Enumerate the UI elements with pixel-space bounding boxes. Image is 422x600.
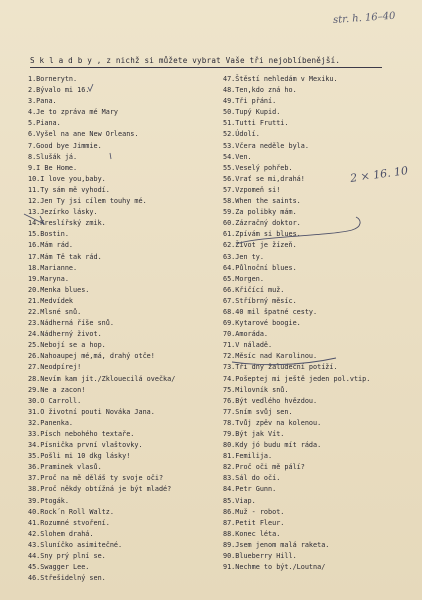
pen-circle-mark: [236, 217, 360, 244]
song-list-item: 7.Good bye Jimmie.: [28, 141, 102, 150]
song-list-item: 53.Včera neděle byla.: [223, 141, 309, 150]
song-list-item: 62.Život je žízeň.: [223, 241, 297, 250]
song-list-item: 39.Ptogák.: [28, 496, 69, 505]
pen-underline-mark: [232, 358, 336, 365]
song-list-item: 47.Štěstí nehledám v Mexiku.: [223, 75, 338, 83]
song-list-item: 10.I love you,baby.: [28, 174, 106, 183]
song-list-item: 45.Swagger Lee.: [28, 563, 90, 572]
song-list-item: 30.O Carroll.: [28, 396, 82, 405]
song-list-item: 36.Praminek vlasů.: [28, 463, 102, 472]
song-list-item: 18.Marianne.: [28, 263, 78, 272]
song-list-item: 57.Vzpomeň si!: [223, 185, 281, 194]
song-list-item: 60.Zázračný doktor.: [223, 219, 301, 228]
song-list-item: 59.Za polibky mám.: [223, 208, 297, 217]
song-list-item: 8.Slušák já.: [28, 152, 78, 161]
song-list-item: 63.Jen ty.: [223, 252, 264, 261]
song-list-item: 55.Veselý pohřeb.: [223, 163, 293, 172]
song-list-heading: S k l a d b y , z nichž si můžete vybrat Vaše tři nejoblíbenější.: [30, 56, 341, 65]
song-list-item: 2.Bývalo mi 16.: [28, 86, 90, 95]
song-list-item: 40.Rock´n Roll Waltz.: [28, 507, 114, 516]
song-list-item: 91.Nechme to být./Loutna/: [223, 563, 326, 572]
song-list-item: 35.Pošli mi 10 dkg lásky!: [28, 452, 131, 461]
song-list-item: 83.Sál do očí.: [223, 474, 281, 483]
pen-tick-mark-2: [110, 153, 111, 159]
song-list-item: 56.Vrať se mi,drahá!: [223, 174, 305, 183]
pen-tick-mark: [88, 84, 93, 91]
song-list-item: 26.Nahoaupej mé,má, drahý otče!: [28, 352, 155, 361]
song-list-item: 5.Piana.: [28, 119, 61, 128]
song-list-item: 15.Bostin.: [28, 230, 69, 239]
song-list-item: 1.Bornerytn.: [28, 75, 78, 83]
song-list-item: 12.Jen Ty jsi cílem touhy mé.: [28, 197, 147, 206]
song-list-item: 75.Milovník snů.: [223, 385, 289, 394]
song-list-item: 25.Nebojí se a hop.: [28, 341, 106, 350]
song-list-item: 20.Menka blues.: [28, 285, 90, 294]
song-list-item: 85.Viap.: [223, 496, 256, 505]
song-list-item: 28.Nevím kam jít./Zklouecilá ovečka/: [28, 374, 176, 383]
song-list-item: 42.Slohem drahá.: [28, 529, 94, 538]
pen-arrow-mark: [24, 214, 44, 224]
song-list-item: 41.Rozumné stvoření.: [28, 518, 110, 527]
song-list-item: 58.When the saints.: [223, 197, 301, 206]
song-list-item: 16.Mám rád.: [28, 241, 74, 250]
song-list-item: 50.Tupý Kupid.: [223, 108, 281, 117]
song-list-item: 64.Půlnoční blues.: [223, 263, 297, 272]
song-list-item: 71.V náladě.: [223, 341, 273, 350]
song-list-item: 69.Kytarové boogie.: [223, 319, 301, 328]
song-list-item: 72.Měsíc nad Karolinou.: [223, 352, 318, 361]
song-list-item: 33.Písch nebohého textaře.: [28, 430, 135, 438]
song-list-item: 46.Střešidelný sen.: [28, 574, 106, 583]
song-list-item: 51.Tutti Frutti.: [223, 119, 289, 128]
song-list-item: 84.Petr Gunn.: [223, 485, 277, 494]
song-list-item: 81.Femilija.: [223, 452, 273, 461]
song-list-item: 27.Neodpírej!: [28, 363, 82, 372]
song-list-item: 13.Jezírko lásky.: [28, 208, 98, 217]
song-list-item: 23.Nádherná říše snů.: [28, 319, 114, 328]
song-list-item: 90.Blueberry Hill.: [223, 552, 297, 561]
song-list-item: 82.Proč oči mě pálí?: [223, 463, 305, 472]
song-list-item: 79.Být jak Vít.: [223, 430, 285, 438]
song-list-item: 37.Proč na mě děláš ty svoje oči?: [28, 474, 164, 483]
song-list-item: 14.Kreslířský zmik.: [28, 219, 106, 228]
handwritten-page-note: str. h. 16–40: [332, 10, 396, 26]
song-list-item: 22.Mlsné snů.: [28, 307, 82, 316]
song-list-item: 9.I Be Home.: [28, 163, 78, 172]
song-list-item: 86.Muž - robot.: [223, 507, 285, 516]
song-list-item: 70.Amoráda.: [223, 330, 269, 339]
song-list-item: 49.Tři přání.: [223, 97, 277, 106]
song-list-item: 29.Ne a zacon!: [28, 385, 86, 394]
song-list-item: 38.Proč někdy obtížná je být mladé?: [28, 485, 172, 494]
song-list-item: 43.Sluníčko asimitečné.: [28, 540, 123, 549]
handwritten-margin-note: 2 × 16. 10: [349, 164, 409, 185]
song-list-item: 17.Mám Tě tak rád.: [28, 252, 102, 261]
song-list-item: 61.Zpívám si blues.: [223, 230, 301, 239]
song-list-item: 80.Kdy jó budu mít ráda.: [223, 441, 322, 450]
song-list-item: 44.Sny prý plní se.: [28, 552, 106, 561]
song-list-item: 67.Stříbrný měsíc.: [223, 296, 297, 305]
song-list-item: 78.Tvůj zpěv na kolenou.: [223, 418, 322, 427]
song-list-item: 24.Nádherný život.: [28, 330, 102, 339]
song-list-item: 21.Medvídek: [28, 296, 74, 305]
song-list-item: 89.Jsem jenom malá raketa.: [223, 540, 330, 549]
song-list-item: 52.Údolí.: [223, 130, 260, 139]
song-list-item: 87.Petit Fleur.: [223, 518, 285, 527]
song-list-item: 48.Ten,kdo zná ho.: [223, 86, 297, 95]
song-list-item: 32.Panenka.: [28, 418, 74, 427]
song-list-item: 34.Písnička první vlaštovky.: [28, 441, 143, 450]
song-list-item: 73.Tři dny žaludeční potíží.: [223, 363, 338, 372]
song-list-item: 88.Konec léta.: [223, 529, 281, 538]
song-list-item: 19.Maryna.: [28, 274, 69, 283]
song-list-item: 4.Je to zpráva mé Mary: [28, 108, 119, 117]
song-list-item: 68.40 mil špatné cesty.: [223, 307, 318, 316]
song-list-item: 74.Pošeptej mi ještě jeden pol.vtip.: [223, 374, 371, 383]
song-list-item: 3.Pana.: [28, 97, 57, 106]
song-list-item: 54.Ven.: [223, 152, 252, 161]
song-list-item: 66.Křičící muž.: [223, 285, 285, 294]
song-list-item: 6.Vyšel na ane New Orleans.: [28, 130, 139, 139]
song-list-item: 76.Být vedlého hvězdou.: [223, 396, 318, 405]
song-list-item: 31.O životní pouti Nováka Jana.: [28, 407, 155, 416]
song-list-item: 77.Sním svůj sen.: [223, 407, 293, 416]
song-list-item: 11.Ty sám mě vyhodí.: [28, 185, 110, 194]
song-list-item: 65.Morgen.: [223, 274, 264, 283]
